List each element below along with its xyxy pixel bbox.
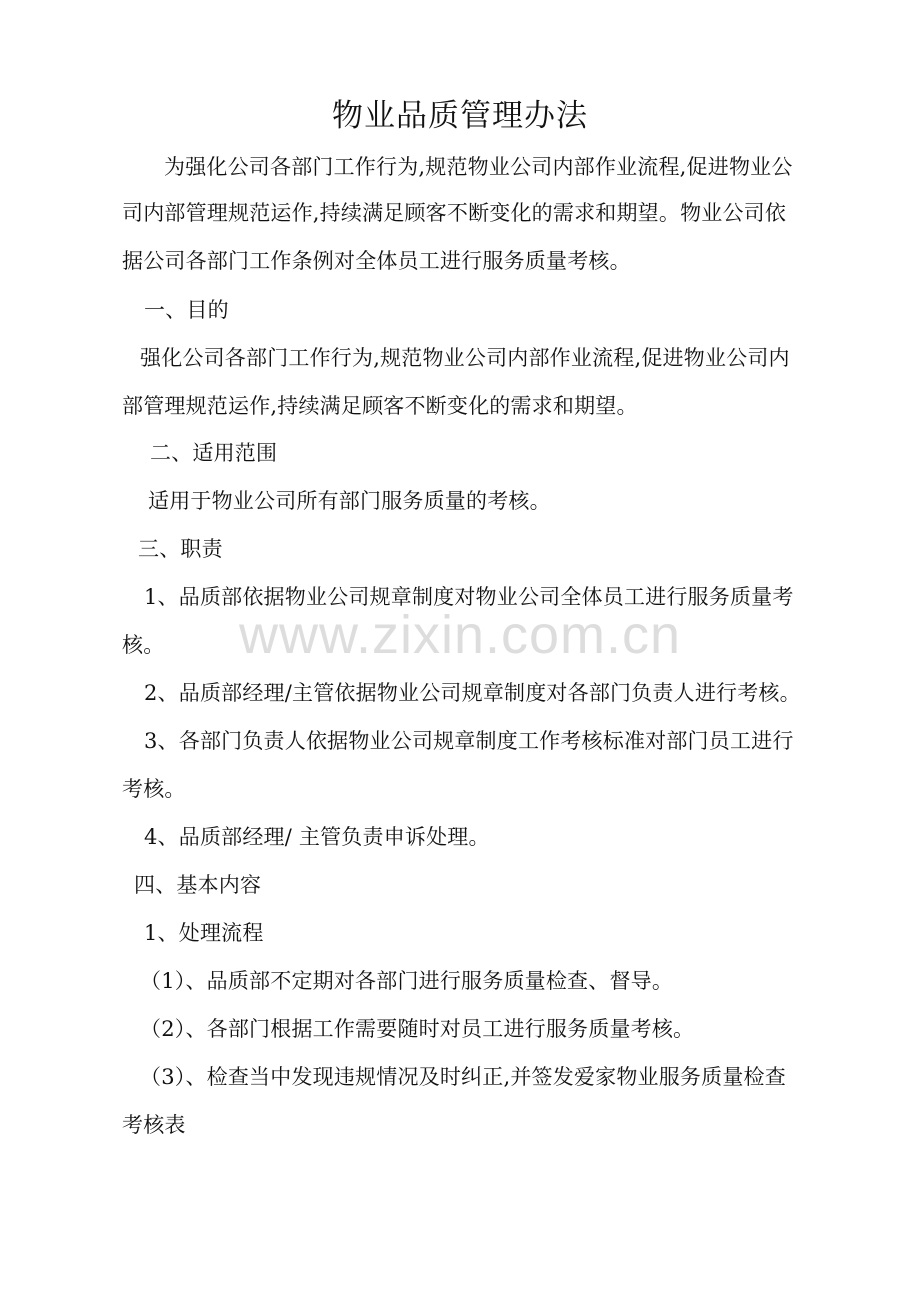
duty-item-1-line-2: 核。 [122,633,165,657]
process-item-1: （1）、品质部不定期对各部门进行服务质量检查、督导。 [140,969,674,993]
purpose-line-1: 强化公司各部门工作行为,规范物业公司内部作业流程,促进物业公司内 [140,346,790,370]
intro-line-2: 司内部管理规范运作,持续满足顾客不断变化的需求和期望。物业公司依 [122,201,787,225]
duty-item-4: 4、品质部经理/ 主管负责申诉处理。 [144,825,490,849]
process-item-3-line-2: 考核表 [122,1113,186,1137]
scope-line-1: 适用于物业公司所有部门服务质量的考核。 [148,489,551,513]
section-heading-duties: 三、职责 [138,537,223,561]
duty-item-2: 2、品质部经理/主管依据物业公司规章制度对各部门负责人进行考核。 [144,681,801,705]
duty-item-1-line-1: 1、品质部依据物业公司规章制度对物业公司全体员工进行服务质量考 [144,585,794,609]
content-subheading-process: 1、处理流程 [144,921,264,945]
intro-line-1: 为强化公司各部门工作行为,规范物业公司内部作业流程,促进物业公 [164,155,793,179]
process-item-3-line-1: （3）、检查当中发现违规情况及时纠正,并签发爱家物业服务质量检查 [140,1065,786,1089]
duty-item-3-line-1: 3、各部门负责人依据物业公司规章制度工作考核标准对部门员工进行 [144,729,794,753]
document-title: 物业品质管理办法 [332,98,588,134]
watermark: www.zixin.com.cn [238,605,682,665]
intro-line-3: 据公司各部门工作条例对全体员工进行服务质量考核。 [122,249,631,273]
duty-item-3-line-2: 考核。 [122,777,186,801]
section-heading-scope: 二、适用范围 [150,441,278,465]
purpose-line-2: 部管理规范运作,持续满足顾客不断变化的需求和期望。 [122,394,638,418]
section-heading-purpose: 一、目的 [144,298,229,322]
section-heading-content: 四、基本内容 [134,873,262,897]
process-item-2: （2）、各部门根据工作需要随时对员工进行服务质量考核。 [140,1017,695,1041]
